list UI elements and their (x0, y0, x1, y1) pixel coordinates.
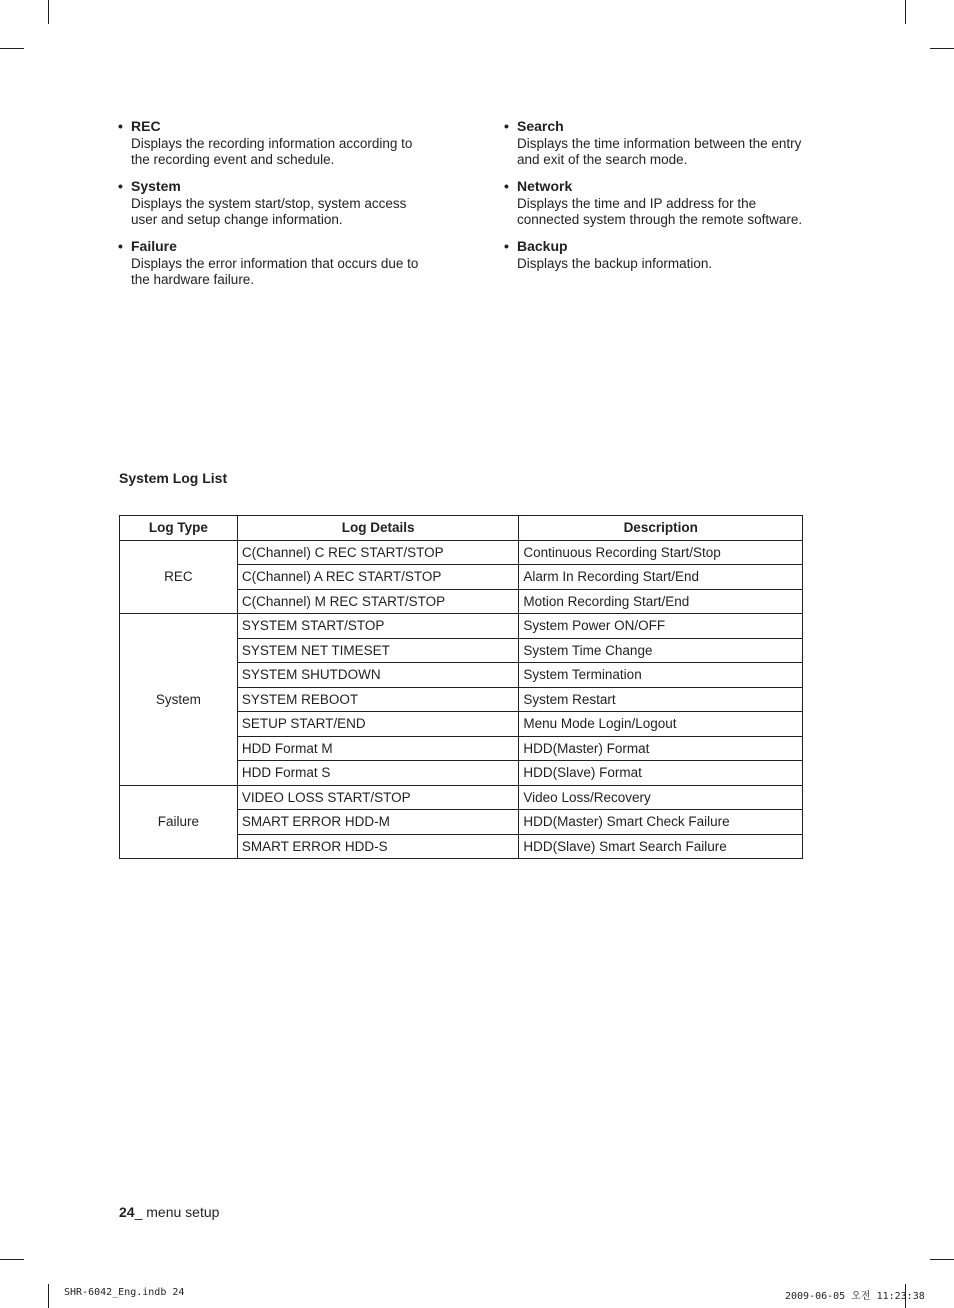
page-number: 24 (119, 1204, 135, 1220)
bullet-title: REC (131, 118, 161, 134)
log-details-cell: SYSTEM SHUTDOWN (237, 663, 519, 688)
log-type-cell: System (120, 614, 238, 786)
bullet-title: Search (517, 118, 564, 134)
bullet-description: Displays the error information that occurs due to the hardware failure. (131, 256, 419, 287)
log-details-cell: SYSTEM NET TIMESET (237, 638, 519, 663)
log-details-cell: SETUP START/END (237, 712, 519, 737)
bullet-item-failure (118, 236, 428, 288)
crop-mark (48, 1284, 49, 1308)
log-details-cell: SYSTEM START/STOP (237, 614, 519, 639)
footer-section: _ menu setup (134, 1204, 220, 1220)
crop-mark (0, 1259, 24, 1260)
description-cell: Continuous Recording Start/Stop (519, 540, 803, 565)
description-cell: Motion Recording Start/End (519, 589, 803, 614)
table-row (120, 785, 803, 810)
bullet-icon: • (118, 238, 123, 254)
description-cell: Video Loss/Recovery (519, 785, 803, 810)
description-cell: Alarm In Recording Start/End (519, 565, 803, 590)
bullet-title: System (131, 178, 181, 194)
bullet-item-network (504, 176, 814, 228)
description-cell: System Power ON/OFF (519, 614, 803, 639)
left-bullet-list (118, 116, 428, 296)
bullet-description: Displays the time and IP address for the connected system through the remote software. (517, 196, 803, 227)
description-cell: System Time Change (519, 638, 803, 663)
table-header (120, 516, 803, 541)
header-description: Description (519, 516, 803, 541)
description-cell: HDD(Master) Format (519, 736, 803, 761)
log-details-cell: SYSTEM REBOOT (237, 687, 519, 712)
log-details-cell: C(Channel) M REC START/STOP (237, 589, 519, 614)
page-footer (119, 1204, 219, 1220)
crop-mark (0, 48, 24, 49)
crop-mark (930, 1259, 954, 1260)
description-cell: HDD(Slave) Smart Search Failure (519, 834, 803, 859)
description-cell: System Restart (519, 687, 803, 712)
log-details-cell: VIDEO LOSS START/STOP (237, 785, 519, 810)
bullet-item-backup (504, 236, 814, 272)
bullet-description: Displays the backup information. (517, 256, 713, 271)
imprint-datetime: 2009-06-05 오전 11:23:38 (785, 1291, 925, 1302)
bullet-item-rec (118, 116, 428, 168)
log-details-cell: HDD Format M (237, 736, 519, 761)
description-cell: HDD(Slave) Format (519, 761, 803, 786)
bullet-title: Network (517, 178, 573, 194)
description-cell: HDD(Master) Smart Check Failure (519, 810, 803, 835)
log-details-cell: C(Channel) C REC START/STOP (237, 540, 519, 565)
crop-mark (48, 0, 49, 24)
system-log-table (119, 515, 803, 859)
imprint-file: SHR-6042_Eng.indb 24 (64, 1287, 185, 1298)
description-cell: System Termination (519, 663, 803, 688)
bullet-icon: • (504, 118, 509, 134)
header-log-details: Log Details (237, 516, 519, 541)
table-row (120, 540, 803, 565)
bullet-description: Displays the system start/stop, system access user and setup change information. (131, 196, 407, 227)
bullet-icon: • (504, 238, 509, 254)
crop-mark (905, 0, 906, 24)
table-row (120, 614, 803, 639)
log-type-cell: REC (120, 540, 238, 614)
header-log-type: Log Type (120, 516, 238, 541)
bullet-icon: • (504, 178, 509, 194)
description-cell: Menu Mode Login/Logout (519, 712, 803, 737)
section-title: System Log List (119, 470, 228, 486)
bullet-icon: • (118, 178, 123, 194)
bullet-description: Displays the time information between the entry and exit of the search mode. (517, 136, 802, 167)
bullet-description: Displays the recording information according to the recording event and schedule. (131, 136, 413, 167)
bullet-title: Failure (131, 238, 177, 254)
log-details-cell: C(Channel) A REC START/STOP (237, 565, 519, 590)
bullet-icon: • (118, 118, 123, 134)
log-details-cell: HDD Format S (237, 761, 519, 786)
log-details-cell: SMART ERROR HDD-M (237, 810, 519, 835)
bullet-item-system (118, 176, 428, 228)
bullet-item-search (504, 116, 814, 168)
bullet-title: Backup (517, 238, 568, 254)
table-body (120, 540, 803, 859)
right-bullet-list (504, 116, 814, 280)
log-details-cell: SMART ERROR HDD-S (237, 834, 519, 859)
log-type-cell: Failure (120, 785, 238, 859)
crop-mark (930, 48, 954, 49)
